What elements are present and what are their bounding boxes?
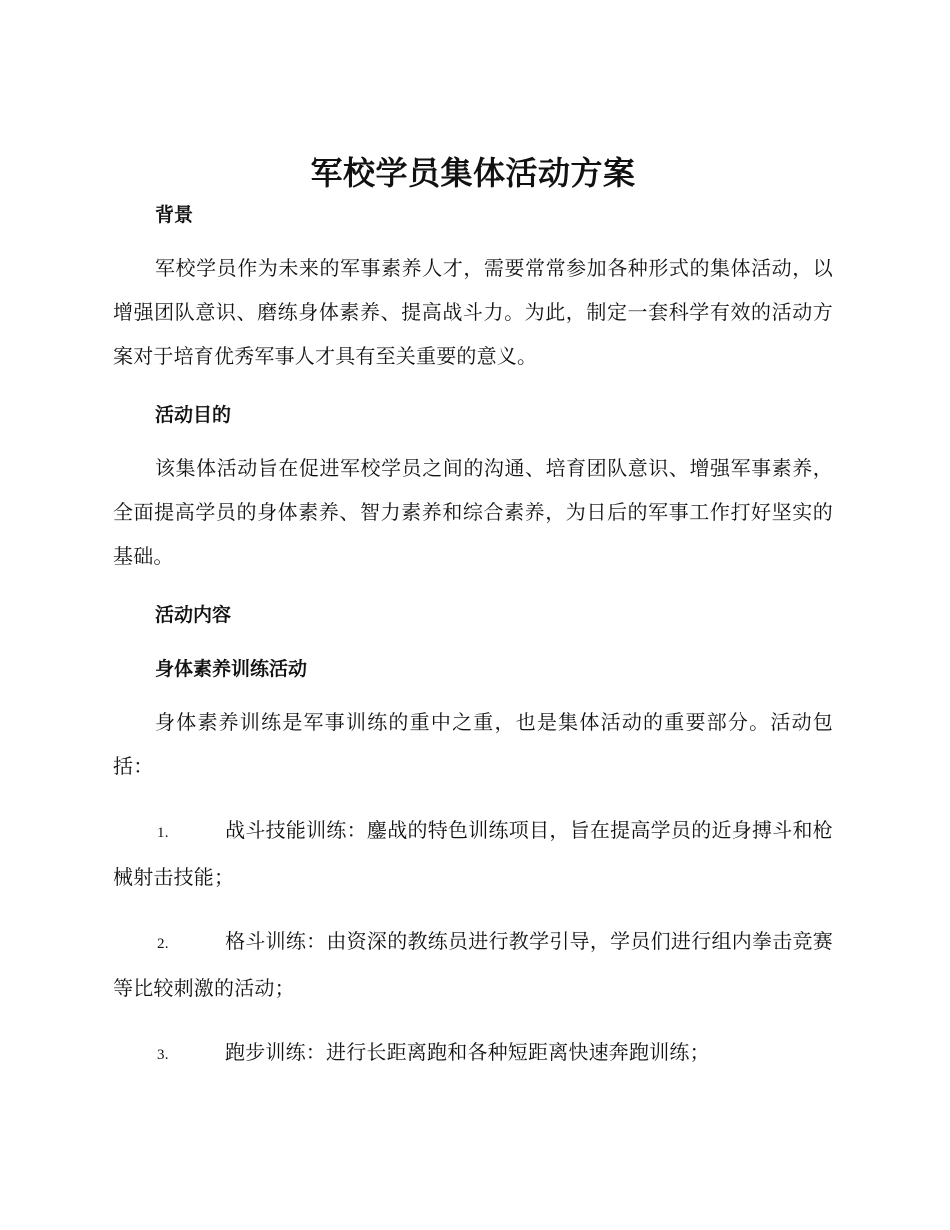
document-title: 军校学员集体活动方案 [310, 154, 636, 192]
section-heading-content: 活动内容 [155, 604, 232, 626]
list-item [113, 919, 833, 1010]
section-heading-purpose: 活动目的 [155, 404, 232, 426]
list-item-text: 跑步训练：进行长距离跑和各种短距离快速奔跑训练； [225, 1040, 710, 1064]
subsection-heading-physical-training: 身体素养训练活动 [155, 658, 308, 680]
purpose-paragraph: 该集体活动旨在促进军校学员之间的沟通、培育团队意识、增强军事素养，全面提高学员的身体素养、智力素养和综合素养，为日后的军事工作打好坚实的基础。 [113, 456, 833, 568]
section-heading-background: 背景 [155, 204, 194, 226]
background-paragraph: 军校学员作为未来的军事素养人才，需要常常参加各种形式的集体活动，以增强团队意识、磨练身体素养、提高战斗力。为此，制定一套科学有效的活动方案对于培育优秀军事人才具有至关重要的意义。 [113, 256, 833, 368]
list-item-text: 战斗技能训练：鏖战的特色训练项目，旨在提高学员的近身搏斗和枪械射击技能； [113, 818, 833, 889]
list-item-number: 3. [157, 1047, 169, 1063]
list-item-number: 2. [157, 936, 169, 952]
document-page [113, 150, 833, 1077]
physical-training-intro: 身体素养训练是军事训练的重中之重，也是集体活动的重要部分。活动包括： [113, 710, 833, 778]
list-item-text: 格斗训练：由资深的教练员进行教学引导，学员们进行组内拳击竞赛等比较刺激的活动； [113, 929, 833, 1000]
list-item [113, 1030, 833, 1077]
list-item-number: 1. [157, 825, 169, 841]
list-item [113, 808, 833, 899]
